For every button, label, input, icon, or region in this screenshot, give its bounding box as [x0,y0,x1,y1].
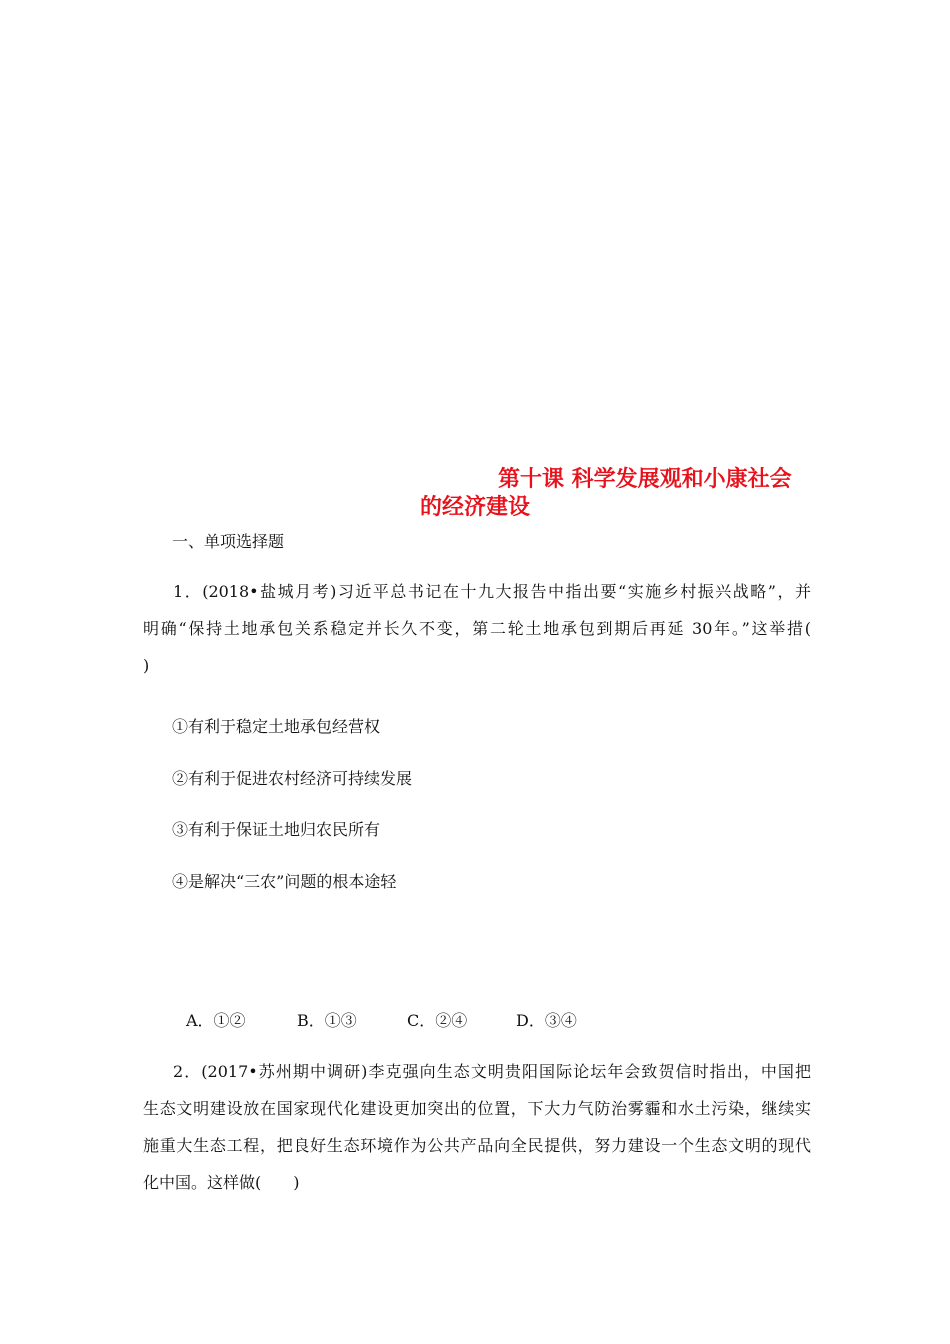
lesson-title-line-1: 第十课 科学发展观和小康社会 [498,467,792,492]
question-1-stem [143,584,811,695]
question-1-item-2: ②有利于促进农村经济可持续发展 [172,769,413,788]
lesson-title-line-2: 的经济建设 [420,495,531,520]
question-2-line-3: 施重大生态工程，把良好生态环境作为公共产品向全民提供，努力建设一个生态文明的现代 [143,1136,811,1155]
question-2-line-4: 化中国。这样做( ) [143,1173,300,1192]
option-d[interactable]: D．③④ [516,1011,577,1030]
question-1-item-3: ③有利于保证土地归农民所有 [172,820,381,839]
question-1-line-3: ) [143,656,150,675]
question-2-stem [143,1064,811,1212]
question-2-line-1: 2．(2017•苏州期中调研)李克强向生态文明贵阳国际论坛年会致贺信时指出，中国把 [173,1062,811,1081]
question-1-line-2: 明确“保持土地承包关系稳定并长久不变，第二轮土地承包到期后再延 30年。”这举措( [143,619,811,638]
section-heading: 一、单项选择题 [172,532,285,551]
option-c[interactable]: C．②④ [407,1011,468,1030]
question-2-line-2: 生态文明建设放在国家现代化建设更加突出的位置，下大力气防治雾霾和水土污染，继续实 [143,1099,811,1118]
option-b[interactable]: B．①③ [297,1011,357,1030]
option-a[interactable]: A．①② [186,1011,246,1030]
question-1-line-1: 1．(2018•盐城月考)习近平总书记在十九大报告中指出要“实施乡村振兴战略”，并 [173,582,811,601]
question-1-item-4: ④是解决“三农”问题的根本途轻 [172,872,397,891]
question-1-item-1: ①有利于稳定土地承包经营权 [172,717,381,736]
